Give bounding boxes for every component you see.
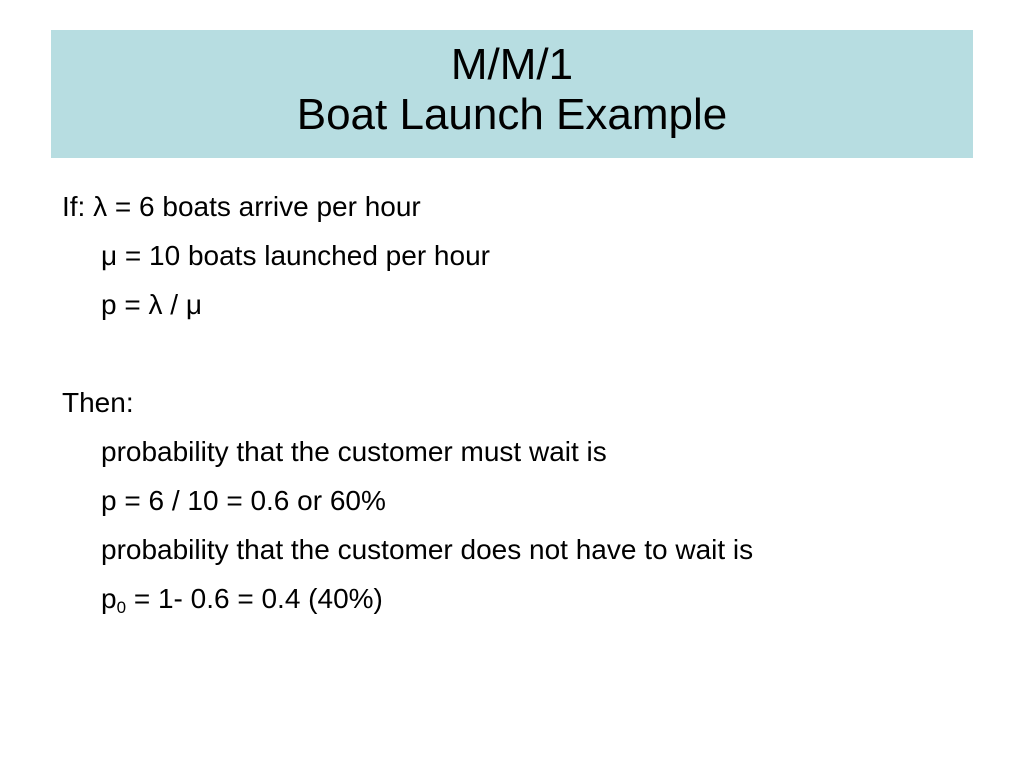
wait-probability-text: probability that the customer must wait is — [101, 436, 607, 467]
wait-probability-value: p = 6 / 10 = 0.6 or 60% — [101, 485, 386, 516]
p-symbol: p — [101, 583, 117, 614]
condition-arrival-rate: If: λ = 6 boats arrive per hour — [62, 191, 421, 222]
condition-service-rate: μ = 10 boats launched per hour — [101, 240, 490, 271]
slide-title-line-2: Boat Launch Example — [296, 90, 728, 139]
slide-title-line-1: M/M/1 — [450, 40, 574, 89]
no-wait-probability-value — [101, 582, 383, 616]
no-wait-probability-text: probability that the customer does not have to wait is — [101, 534, 754, 565]
subscript-zero: 0 — [116, 598, 127, 617]
then-heading: Then: — [62, 387, 134, 418]
condition-utilization-formula: p = λ / μ — [101, 289, 202, 320]
no-wait-calculation: = 1- 0.6 = 0.4 (40%) — [126, 583, 383, 614]
